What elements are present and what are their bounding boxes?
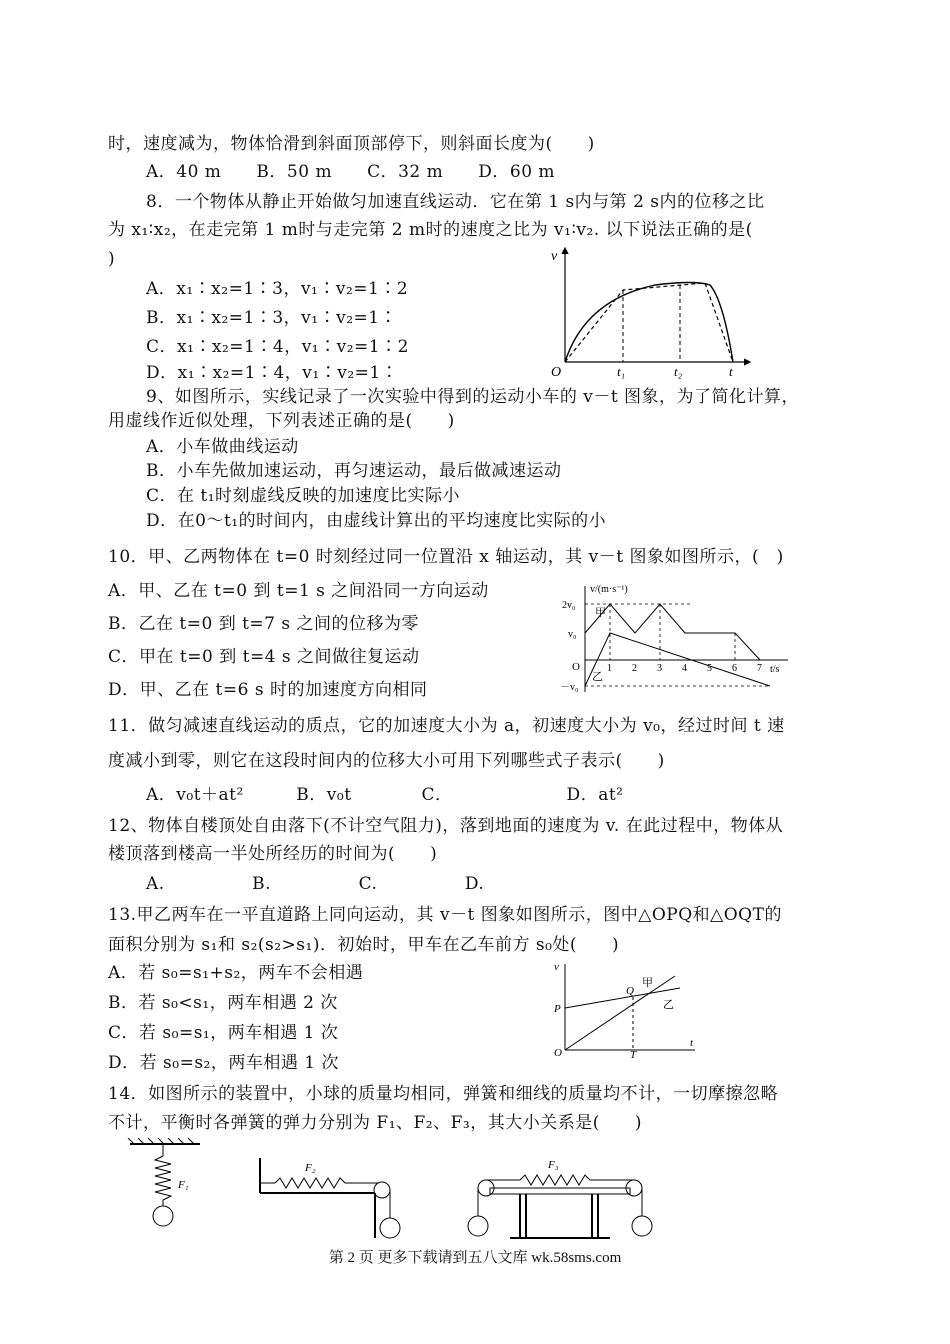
label-f3: F₃ xyxy=(548,1159,559,1171)
label-yi: 乙 xyxy=(592,671,603,683)
text-line: A．x₁∶x₂=1∶3，v₁∶v₂=1∶2 xyxy=(146,279,409,299)
point-q: Q xyxy=(626,985,634,997)
tick-t1: 1 xyxy=(607,663,612,674)
text-line: 面积分别为 s₁和 s₂(s₂>s₁)．初始时，甲车在乙车前方 s₀处( ) xyxy=(108,935,620,955)
tick-v0: v₀ xyxy=(568,629,577,640)
origin-label: O xyxy=(554,1047,562,1058)
text-line: 用虚线作近似处理，下列表述正确的是( ) xyxy=(108,411,455,431)
point-t: T xyxy=(630,1049,637,1058)
v-axis-label: v xyxy=(554,961,559,973)
text-line: B．若 s₀<s₁，两车相遇 2 次 xyxy=(108,993,338,1013)
figure-q14-spring-devices xyxy=(120,1138,680,1248)
point-p: P xyxy=(554,1003,561,1015)
text-line: 14．如图所示的装置中，小球的质量均相同，弹簧和细线的质量均不计，一切摩擦忽略 xyxy=(108,1084,779,1104)
text-line: 时，速度减为，物体恰滑到斜面顶部停下，则斜面长度为( ) xyxy=(108,134,595,154)
text-line: D．x₁∶x₂=1∶4，v₁∶v₂=1∶ xyxy=(146,363,399,383)
text-line: 不计，平衡时各弹簧的弹力分别为 F₁、F₂、F₃，其大小关系是( ) xyxy=(108,1113,642,1133)
label-jia: 甲 xyxy=(642,977,653,989)
figure-q13-vt-graph xyxy=(550,958,700,1058)
tick-neg-v0: －v₀ xyxy=(560,682,579,693)
origin-label: O xyxy=(572,661,580,673)
text-line: C．在 t₁时刻虚线反映的加速度比实际小 xyxy=(146,486,461,506)
text-line: B．小车先做加速运动，再匀速运动，最后做减速运动 xyxy=(146,461,562,481)
t2-label: t₂ xyxy=(674,364,683,379)
label-jia: 甲 xyxy=(595,607,606,619)
text-line: D．若 s₀=s₂，两车相遇 1 次 xyxy=(108,1053,339,1073)
text-line: C．若 s₀=s₁，两车相遇 1 次 xyxy=(108,1023,339,1043)
text-line: 13.甲乙两车在一平直道路上同向运动，其 v－t 图象如图所示，图中△OPQ和△OQT的 xyxy=(108,905,782,925)
v-axis-label: v/(m·s⁻¹) xyxy=(590,584,628,595)
t1-label: t₁ xyxy=(617,364,626,379)
text-line: 10．甲、乙两物体在 t=0 时刻经过同一位置沿 x 轴运动，其 v－t 图象如图所示，( ) xyxy=(108,547,784,567)
label-yi: 乙 xyxy=(663,999,674,1011)
label-f1: F₁ xyxy=(178,1179,189,1191)
text-line: A．小车做曲线运动 xyxy=(146,437,299,457)
text-line: 为 x₁∶x₂，在走完第 1 m时与走完第 2 m时的速度之比为 v₁∶v₂. 以下说法正确的是( xyxy=(108,220,753,240)
text-line: B．乙在 t=0 到 t=7 s 之间的位移为零 xyxy=(108,614,420,634)
v-axis-label: v xyxy=(551,249,558,264)
text-line: A. B. C. D. xyxy=(146,874,485,894)
text-line: 11．做匀减速直线运动的质点，它的加速度大小为 a，初速度大小为 v₀，经过时间 t 速 xyxy=(108,716,785,736)
text-line: D．在0～t₁的时间内，由虚线计算出的平均速度比实际的小 xyxy=(146,511,607,531)
figure-q9-vt-graph xyxy=(545,240,760,380)
figure-q10-vt-graph xyxy=(560,580,795,698)
text-line: 楼顶落到楼高一半处所经历的时间为( ) xyxy=(108,844,438,864)
label-f2: F₂ xyxy=(305,1162,316,1174)
text-line: 12、物体自楼顶处自由落下(不计空气阻力)，落到地面的速度为 v. 在此过程中，物体从 xyxy=(108,816,784,836)
tick-t6: 6 xyxy=(732,663,737,674)
text-line: A．40 m B．50 m C．32 m D．60 m xyxy=(146,162,556,182)
tick-t4: 4 xyxy=(682,663,687,674)
page-footer: 第 2 页 更多下载请到五八文库 wk.58sms.com xyxy=(328,1250,622,1266)
tick-t2: 2 xyxy=(632,663,637,674)
text-line: A．v₀t＋at² B．v₀t C． D．at² xyxy=(146,785,624,805)
t-axis-label: t xyxy=(690,1037,694,1049)
text-line: C．x₁∶x₂=1∶4，v₁∶v₂=1∶2 xyxy=(146,337,409,357)
text-line: 9、如图所示，实线记录了一次实验中得到的运动小车的 v－t 图象，为了简化计算， xyxy=(146,387,800,407)
text-line: 8．一个物体从静止开始做匀加速直线运动．它在第 1 s内与第 2 s内的位移之比 xyxy=(146,192,765,212)
text-line: 度减小到零，则它在这段时间内的位移大小可用下列哪些式子表示( ) xyxy=(108,751,665,771)
tick-2v0: 2v₀ xyxy=(562,600,576,611)
text-line: A．甲、乙在 t=0 到 t=1 s 之间沿同一方向运动 xyxy=(108,581,489,601)
tick-t7: 7 xyxy=(757,663,762,674)
text-line: A．若 s₀=s₁+s₂，两车不会相遇 xyxy=(108,963,364,983)
tick-t3: 3 xyxy=(657,663,662,674)
t-axis-label: t/s xyxy=(770,664,780,675)
text-line: B．x₁∶x₂=1∶3，v₁∶v₂=1∶ xyxy=(146,308,398,328)
tick-t5: 5 xyxy=(707,663,712,674)
text-line: C．甲在 t=0 到 t=4 s 之间做往复运动 xyxy=(108,647,420,667)
t-axis-label: t xyxy=(729,364,733,379)
origin-label: O xyxy=(551,365,562,380)
text-line: D．甲、乙在 t=6 s 时的加速度方向相同 xyxy=(108,680,428,700)
text-line: ) xyxy=(108,249,116,269)
